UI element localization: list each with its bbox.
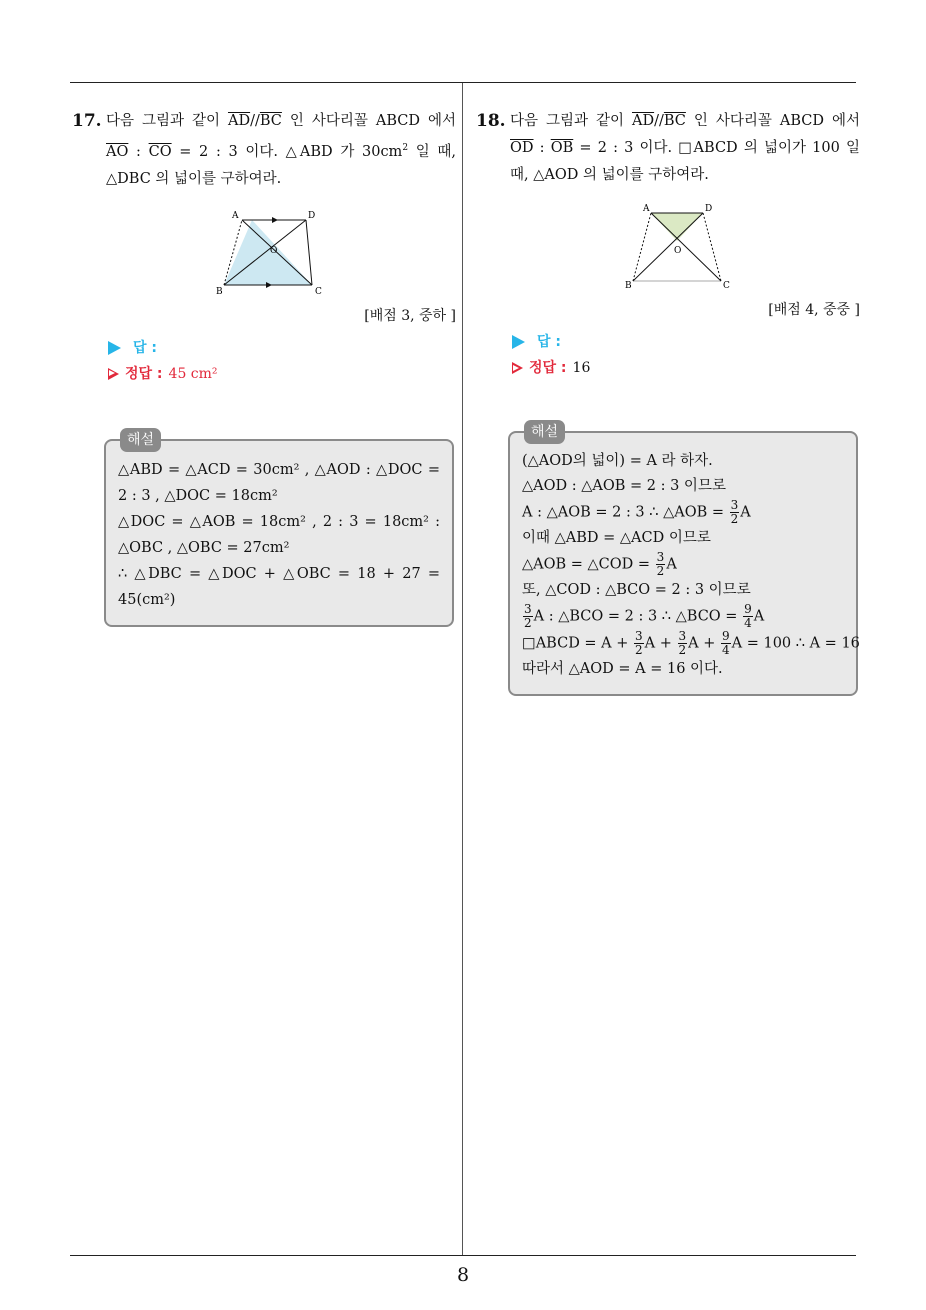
fraction [634, 630, 644, 657]
solution-line: 45(cm²) [118, 591, 176, 608]
solution-line: 2 : 3 , △DOC = 18cm² [118, 487, 278, 504]
fraction [523, 603, 533, 630]
segment-bc: $\overline{BC}$ [259, 113, 282, 129]
solution-line: ∴ △DBC = △DOC + △OBC = 18 + 27 = [118, 565, 440, 582]
text: : [533, 140, 551, 156]
text: : [128, 143, 149, 160]
correct-answer-value: 45 cm² [168, 365, 218, 382]
numerator: 9 [744, 602, 752, 616]
text: A : △AOB = 2 : 3 ∴ △AOB = [522, 504, 729, 521]
fraction [721, 630, 731, 657]
denominator: 2 [678, 643, 687, 657]
segment-od: $\overline{OD}$ [510, 140, 534, 156]
question-number: 17. [72, 111, 102, 131]
text: 다음 그림과 같이 [510, 113, 632, 129]
question-number: 18. [476, 111, 506, 131]
outline-triangle-icon [108, 368, 119, 380]
numerator: 3 [524, 602, 532, 616]
fraction [656, 551, 666, 578]
numerator: 9 [722, 629, 730, 643]
trapezoid-figure-17 [194, 205, 334, 295]
segment-ad: $\overline{AD}$ [631, 113, 655, 129]
solution-line [522, 551, 844, 578]
text: 인 사다리꼴 ABCD 에서 [685, 113, 860, 129]
solution-line: 이때 △ABD = △ACD 이므로 [522, 530, 711, 546]
numerator: 3 [656, 550, 665, 564]
text: = 2 : 3 이다. △ABD 가 30cm [171, 143, 403, 160]
page-number: 8 [456, 1264, 470, 1286]
text: A [666, 556, 677, 573]
text: A [740, 504, 751, 521]
label-c: C [723, 281, 730, 289]
label-a: A [643, 204, 650, 214]
parallel-arrow-top [272, 217, 278, 223]
fraction [678, 630, 688, 657]
text: A [753, 608, 765, 625]
play-icon [108, 341, 121, 355]
solution-line: △AOD : △AOB = 2 : 3 이므로 [522, 478, 726, 494]
denominator: 2 [524, 616, 532, 630]
segment-ob: $\overline{OB}$ [550, 140, 574, 156]
solution-line: 따라서 △AOD = A = 16 이다. [522, 661, 723, 677]
solution-line: △OBC , △OBC = 27cm² [118, 539, 290, 556]
text: A : △BCO = 2 : 3 ∴ △BCO = [533, 608, 743, 625]
parallel-sign: // [250, 113, 260, 129]
solution-line: △ABD = △ACD = 30cm² , △AOD : △DOC = [118, 461, 440, 478]
text: = 2 : 3 이다. □ABCD 의 넓이가 100 일 때, △AOD 의 넓이를 구하여라. [510, 140, 860, 183]
correct-answer-label: 정답 : [125, 365, 163, 382]
question-17-text [72, 108, 456, 193]
segment-bc: $\overline{BC}$ [663, 113, 686, 129]
label-b: B [625, 281, 632, 289]
text: A = 100 ∴ A = 16 [731, 635, 860, 652]
solution-line [522, 499, 844, 526]
label-o: O [270, 245, 278, 256]
numerator: 3 [678, 629, 687, 643]
segment-ad: $\overline{AD}$ [227, 113, 251, 129]
score-difficulty: [배점 4, 중중 ] [768, 302, 860, 318]
answer-block [512, 329, 860, 381]
column-divider [462, 83, 463, 1256]
label-c: C [315, 286, 322, 295]
denominator: 4 [722, 643, 730, 657]
trapezoid-figure-18 [603, 201, 733, 289]
play-icon [512, 335, 525, 349]
solution-box-17 [104, 431, 454, 627]
shaded-triangle-aod [651, 213, 703, 241]
correct-answer-value: 16 [572, 360, 591, 376]
denominator: 4 [744, 616, 752, 630]
text: 일 때, △DBC 의 넓이를 구하여라. [106, 143, 457, 187]
text: □ABCD = A + [522, 635, 634, 652]
side-dc [703, 213, 721, 281]
solution-line: 또, △COD : △BCO = 2 : 3 이므로 [522, 582, 751, 598]
answer-label: 답 : [537, 334, 561, 350]
shaded-triangle-dbc [224, 220, 312, 285]
label-a: A [232, 210, 239, 221]
side-ab [633, 213, 651, 281]
score-difficulty: [배점 3, 중하 ] [364, 307, 456, 324]
question-18 [476, 108, 860, 696]
answer-block [108, 335, 456, 387]
question-17 [72, 108, 456, 627]
segment-ao: $\overline{AO}$ [106, 143, 129, 160]
numerator: 3 [635, 629, 643, 643]
correct-answer-label: 정답 : [529, 360, 567, 376]
superscript: 2 [402, 143, 409, 153]
denominator: 2 [635, 643, 643, 657]
solution-line [522, 603, 844, 630]
solution-tag: 해설 [120, 428, 161, 452]
label-o: O [674, 246, 682, 256]
solution-line [522, 629, 860, 657]
segment-co: $\overline{CO}$ [148, 143, 172, 160]
solution-tag: 해설 [524, 420, 565, 444]
side-dc [306, 220, 312, 285]
denominator: 2 [730, 512, 739, 526]
outline-triangle-icon [512, 362, 523, 374]
solution-line: △DOC = △AOB = 18cm² , 2 : 3 = 18cm² : [118, 513, 440, 530]
fraction [730, 499, 740, 526]
fraction [743, 603, 753, 630]
text: A + [644, 635, 677, 652]
label-d: D [308, 210, 316, 221]
denominator: 2 [656, 564, 665, 578]
numerator: 3 [730, 498, 739, 512]
answer-label: 답 : [133, 339, 157, 356]
parallel-sign: // [654, 113, 664, 129]
text: 인 사다리꼴 ABCD 에서 [281, 113, 456, 129]
bottom-rule [70, 1255, 856, 1256]
text: △AOB = △COD = [522, 556, 655, 573]
solution-box-18 [508, 424, 860, 696]
label-d: D [705, 204, 713, 214]
question-18-text [476, 108, 860, 189]
top-rule [70, 82, 856, 83]
text: 다음 그림과 같이 [106, 113, 228, 129]
solution-line: (△AOD의 넓이) = A 라 하자. [522, 453, 713, 469]
label-b: B [216, 286, 223, 295]
text: A + [688, 635, 720, 652]
